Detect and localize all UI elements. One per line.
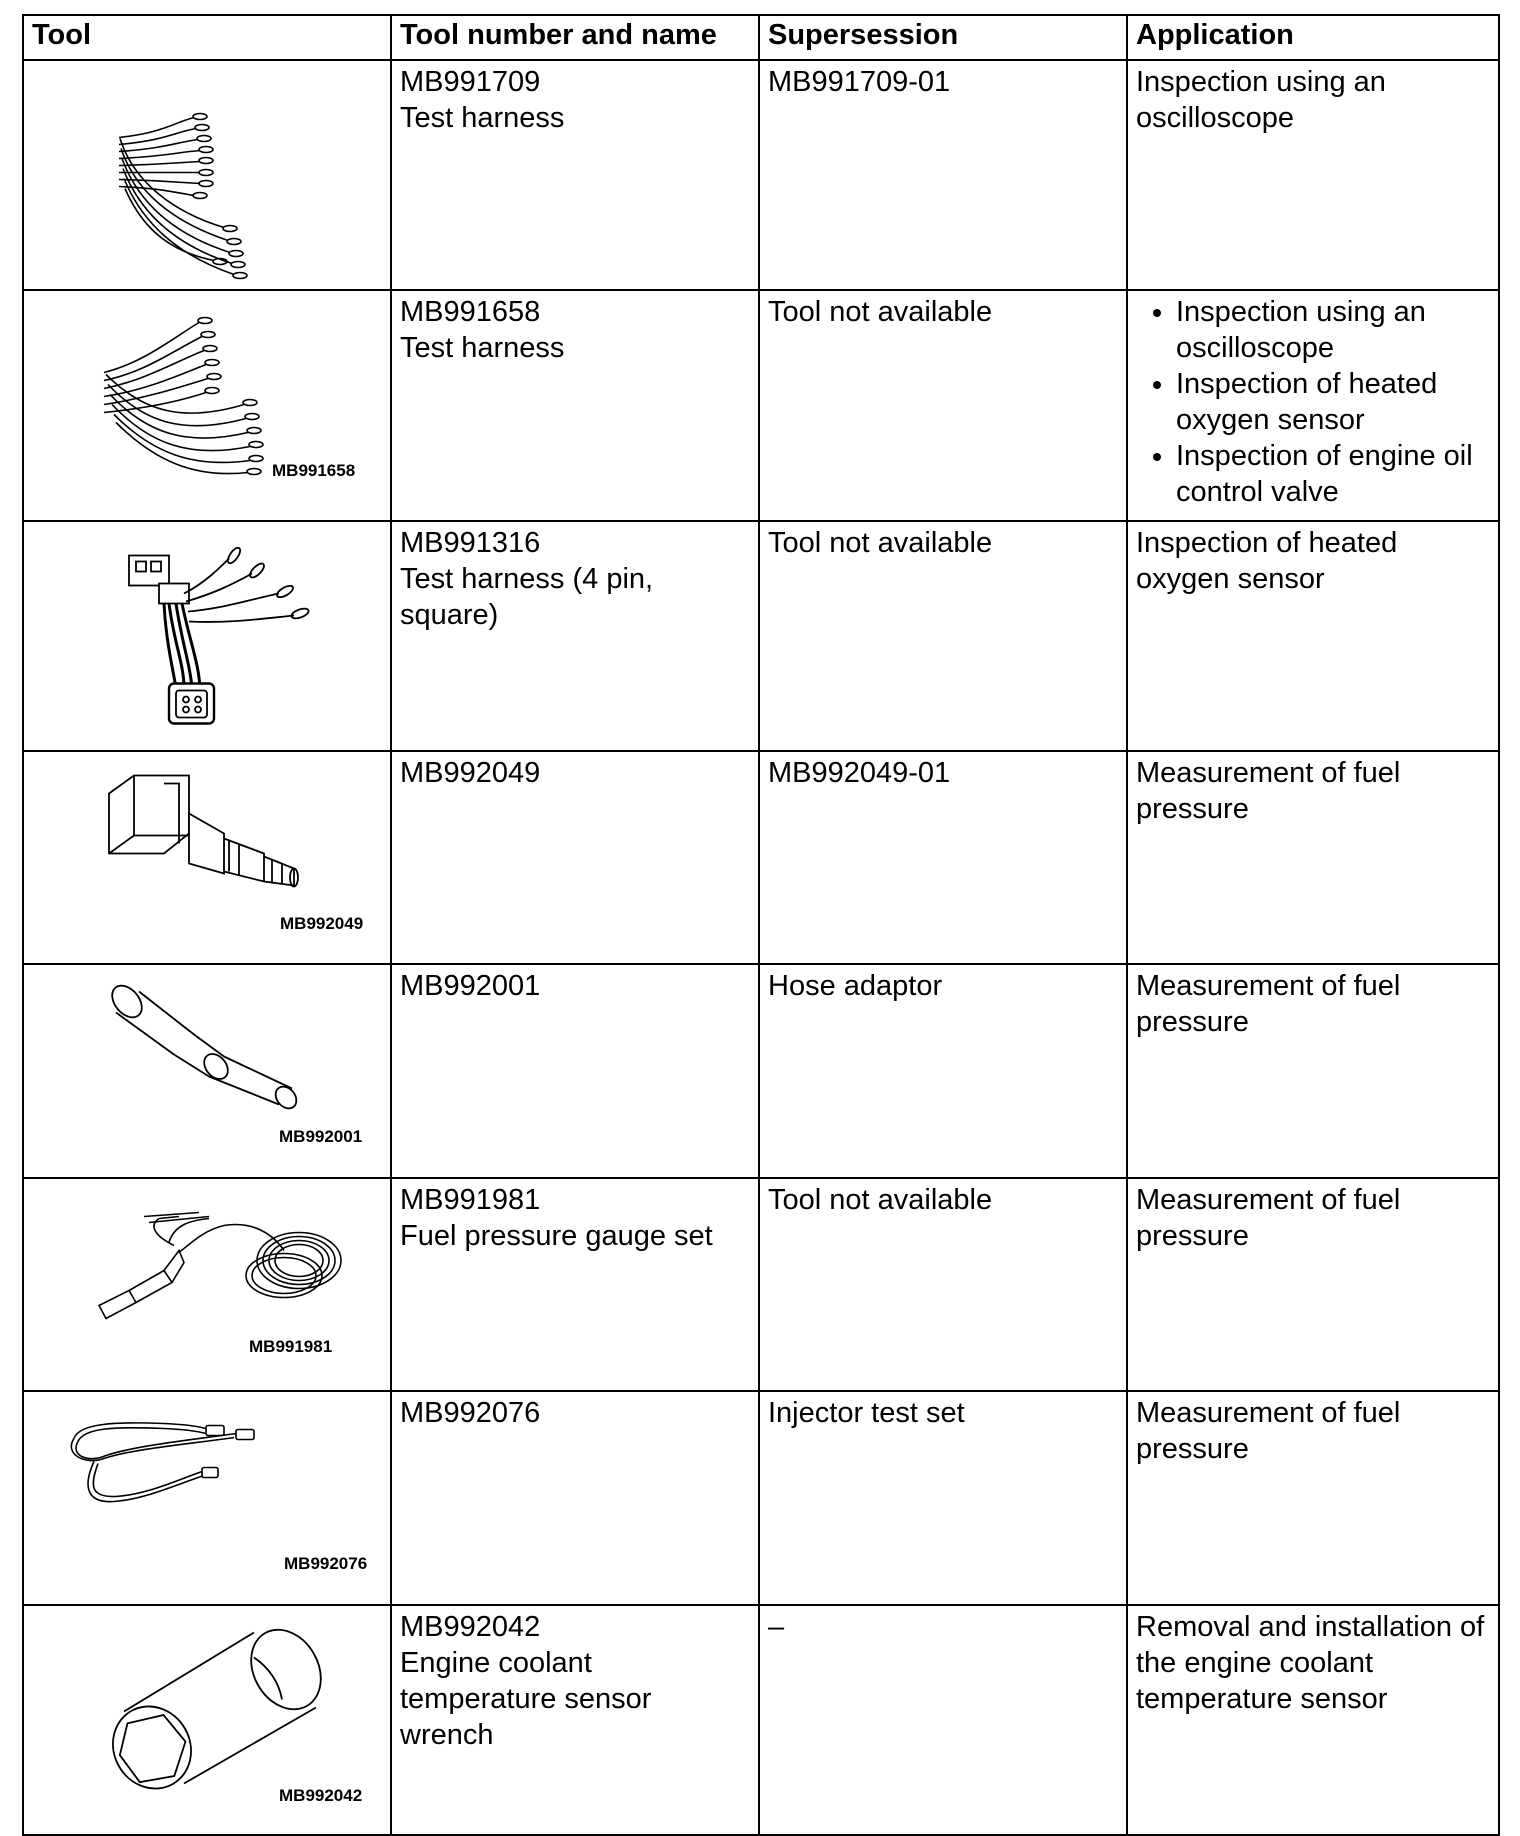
- header-row: [23, 15, 1499, 60]
- image-code-label: MB991981: [249, 1337, 333, 1356]
- tool-image-cell: [23, 290, 391, 521]
- tool-image-cell: [23, 1178, 391, 1391]
- tool-number: MB992076: [400, 1397, 541, 1429]
- tool-number: MB991658: [400, 296, 541, 328]
- tool-image-cell: [23, 751, 391, 964]
- image-code-label: MB991658: [272, 461, 356, 480]
- tool-image-cell: [23, 1605, 391, 1835]
- tool-number-name-cell: [391, 1605, 759, 1835]
- header-application: Application: [1127, 15, 1499, 60]
- tool-number: MB992001: [400, 970, 541, 1002]
- image-code-label: MB992049: [280, 914, 364, 933]
- list-item: • Inspection of heated oxygen sensor: [1176, 366, 1491, 438]
- tool-number-name-cell: [391, 521, 759, 751]
- header-tool-number-name: Tool number and name: [391, 15, 759, 60]
- application-cell: Measurement of fuel pressure: [1127, 1178, 1499, 1391]
- table-row: [23, 751, 1499, 964]
- application-cell: Inspection of heated oxygen sensor: [1127, 521, 1499, 751]
- test-harness-icon: [24, 291, 392, 520]
- supersession-cell: MB992049-01: [759, 751, 1127, 964]
- header-supersession: Supersession: [759, 15, 1127, 60]
- tool-number: MB992049: [400, 757, 541, 789]
- list-item: • Inspection of engine oil control valve: [1176, 438, 1491, 510]
- tool-image-cell: [23, 1391, 391, 1605]
- supersession-cell: –: [759, 1605, 1127, 1835]
- test-harness-icon: [24, 61, 392, 289]
- image-code-label: MB992001: [279, 1127, 363, 1146]
- list-item: • Inspection using an oscilloscope: [1176, 294, 1491, 366]
- tool-name: Test harness: [400, 102, 565, 134]
- special-tools-table: [22, 14, 1500, 1836]
- fuel-pressure-gauge-icon: [24, 1179, 392, 1390]
- table-row: [23, 1605, 1499, 1835]
- tool-name: Fuel pressure gauge set: [400, 1220, 713, 1252]
- tool-number: MB992042: [400, 1611, 541, 1643]
- application-cell: Inspection using an oscilloscope: [1127, 60, 1499, 290]
- application-cell: [1127, 290, 1499, 521]
- tool-name: Test harness (4 pin, square): [400, 563, 654, 631]
- application-cell: Removal and installation of the engine coolant temperature sensor: [1127, 1605, 1499, 1835]
- tool-name: Engine coolant temperature sensor wrench: [400, 1647, 652, 1751]
- tool-image-cell: [23, 964, 391, 1178]
- tool-number-name-cell: [391, 751, 759, 964]
- tool-number-name-cell: [391, 1178, 759, 1391]
- tool-number-name-cell: [391, 290, 759, 521]
- tool-number-name-cell: [391, 1391, 759, 1605]
- tool-number: MB991316: [400, 527, 541, 559]
- table-row: [23, 1391, 1499, 1605]
- tool-name: Test harness: [400, 332, 565, 364]
- supersession-cell: MB991709-01: [759, 60, 1127, 290]
- image-code-label: MB992076: [284, 1554, 368, 1573]
- header-tool: Tool: [23, 15, 391, 60]
- tool-image-cell: [23, 521, 391, 751]
- image-code-label: MB992042: [279, 1786, 363, 1805]
- table-row: [23, 1178, 1499, 1391]
- table-row: [23, 964, 1499, 1178]
- supersession-cell: Tool not available: [759, 521, 1127, 751]
- tool-number: MB991709: [400, 66, 541, 98]
- supersession-cell: Injector test set: [759, 1391, 1127, 1605]
- application-cell: Measurement of fuel pressure: [1127, 1391, 1499, 1605]
- supersession-cell: Hose adaptor: [759, 964, 1127, 1178]
- table-row: [23, 290, 1499, 521]
- supersession-cell: Tool not available: [759, 1178, 1127, 1391]
- table-row: [23, 60, 1499, 290]
- application-list: [1136, 294, 1491, 510]
- supersession-cell: Tool not available: [759, 290, 1127, 521]
- tool-number-name-cell: [391, 60, 759, 290]
- square-connector-harness-icon: [24, 522, 392, 750]
- application-cell: Measurement of fuel pressure: [1127, 751, 1499, 964]
- tool-number: MB991981: [400, 1184, 541, 1216]
- application-cell: Measurement of fuel pressure: [1127, 964, 1499, 1178]
- tool-number-name-cell: [391, 964, 759, 1178]
- table-row: [23, 521, 1499, 751]
- tool-image-cell: [23, 60, 391, 290]
